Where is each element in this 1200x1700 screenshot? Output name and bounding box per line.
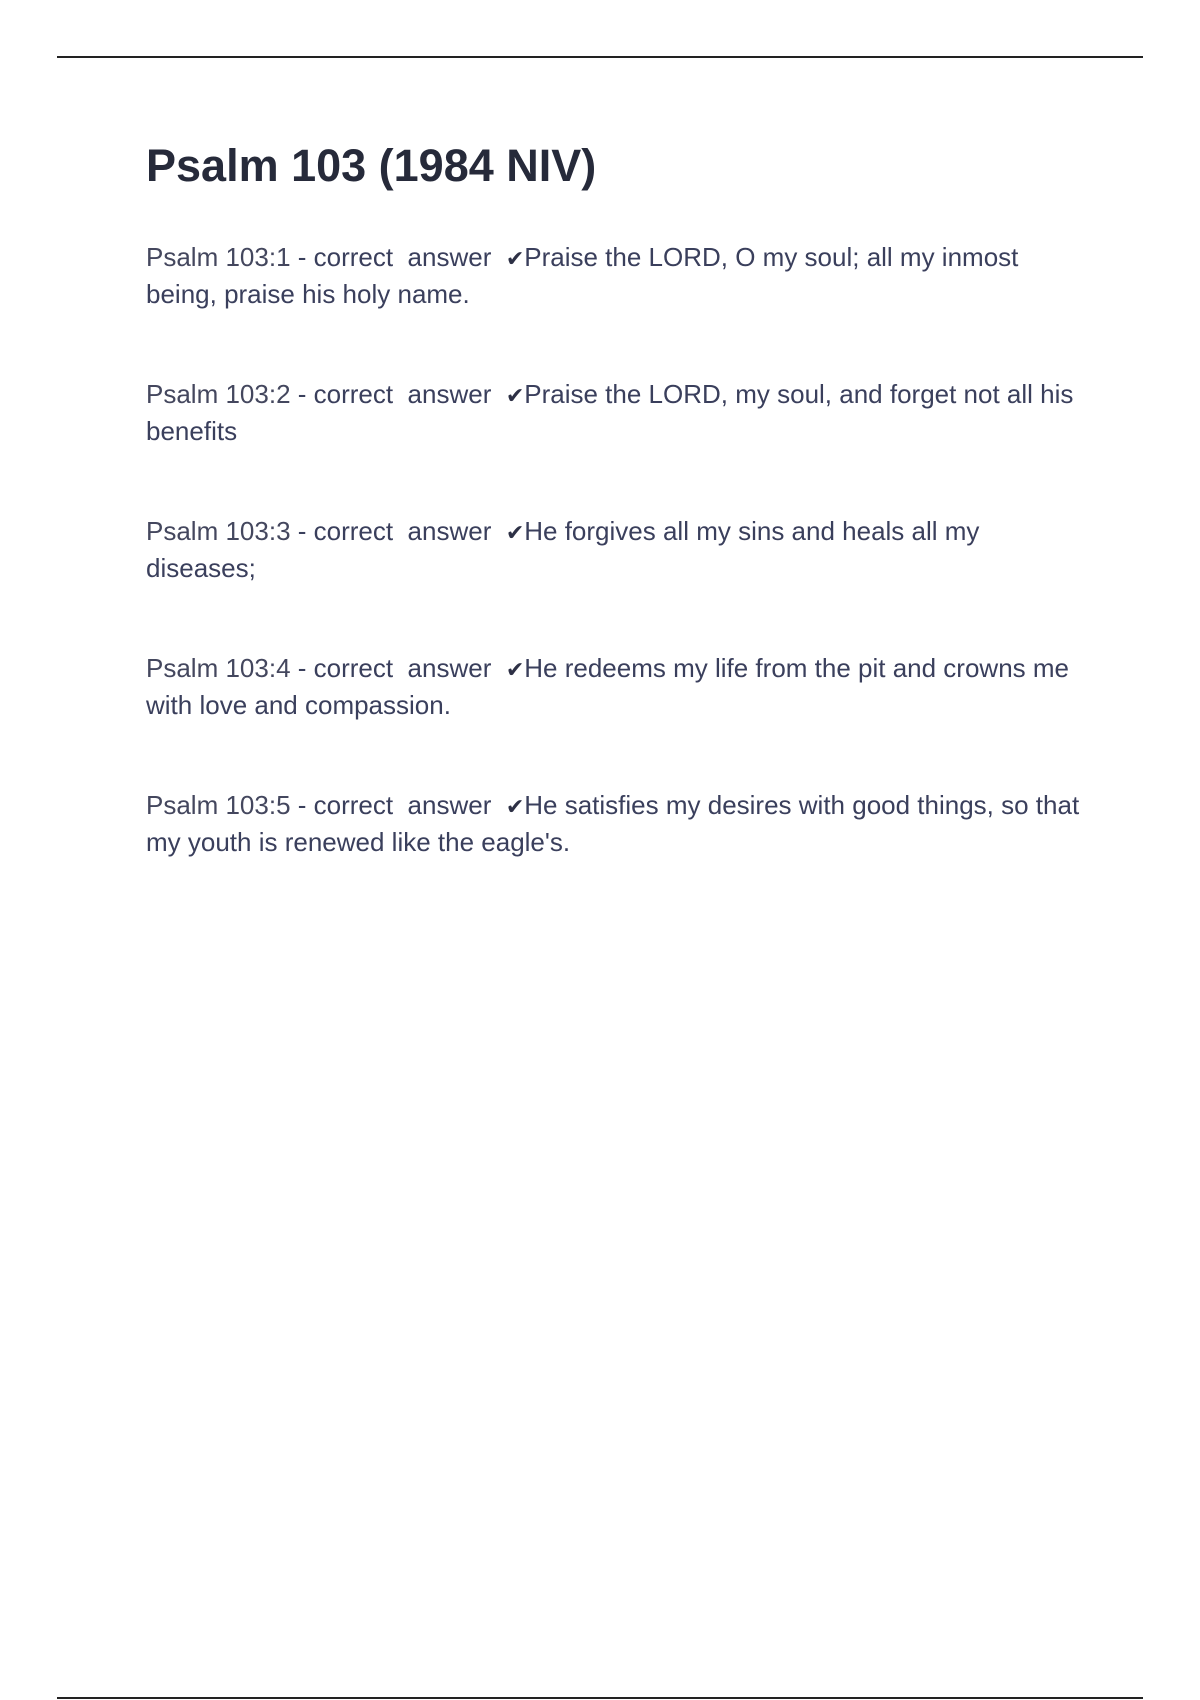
- top-rule: [57, 56, 1143, 58]
- answer-separator: - correct answer: [290, 515, 506, 546]
- answer-text: Praise the LORD, my soul, and forget not all his benefits: [146, 378, 1074, 446]
- bottom-rule: [57, 1697, 1143, 1699]
- checkmark-icon: ✔: [505, 383, 525, 409]
- qa-item: [146, 514, 1086, 585]
- qa-item: [146, 240, 1086, 311]
- page-title: Psalm 103 (1984 NIV): [146, 140, 597, 191]
- answer-text: Praise the LORD, O my soul; all my inmost being, praise his holy name.: [146, 241, 1019, 309]
- answer-text: He forgives all my sins and heals all my diseases;: [146, 515, 980, 583]
- question-text: Psalm 103:4: [146, 652, 291, 683]
- question-text: Psalm 103:1: [146, 241, 291, 272]
- checkmark-icon: ✔: [505, 520, 525, 546]
- checkmark-icon: ✔: [505, 657, 525, 683]
- question-text: Psalm 103:5: [146, 789, 291, 820]
- checkmark-icon: ✔: [505, 794, 525, 820]
- checkmark-icon: ✔: [505, 246, 525, 272]
- answer-separator: - correct answer: [290, 789, 506, 820]
- qa-item: [146, 377, 1086, 448]
- question-text: Psalm 103:3: [146, 515, 291, 546]
- answer-separator: - correct answer: [290, 378, 506, 409]
- question-text: Psalm 103:2: [146, 378, 291, 409]
- document-body: [146, 140, 1086, 925]
- qa-item: [146, 788, 1086, 859]
- answer-text: He redeems my life from the pit and crowns me with love and compassion.: [146, 652, 1070, 720]
- qa-item: [146, 651, 1086, 722]
- answer-separator: - correct answer: [290, 241, 506, 272]
- answer-text: He satisfies my desires with good things, so that my youth is renewed like the eagle's.: [146, 789, 1080, 857]
- answer-separator: - correct answer: [290, 652, 506, 683]
